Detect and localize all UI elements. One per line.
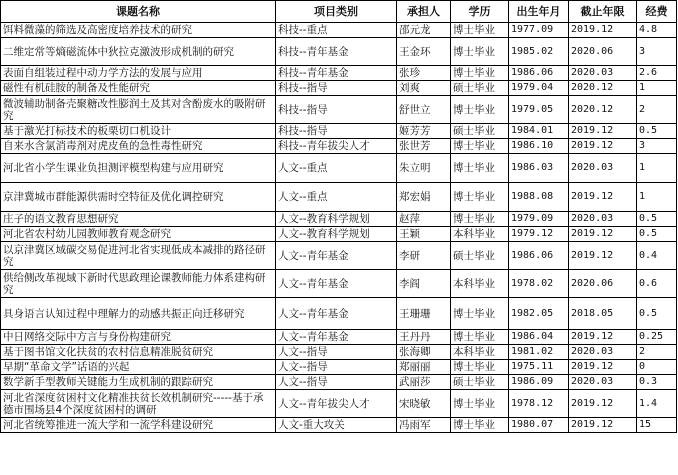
- cell-birth: 1986.03: [509, 154, 569, 183]
- header-degree: 学历: [451, 1, 509, 23]
- cell-birth: 1986.09: [509, 375, 569, 390]
- cell-category: 人文--教育科学规划: [276, 212, 397, 227]
- cell-topic: 自来水含氯消毒剂对虎皮鱼的急性毒性研究: [1, 139, 276, 154]
- cell-birth: 1986.04: [509, 330, 569, 345]
- cell-birth: 1978.02: [509, 270, 569, 298]
- cell-person: 朱立明: [397, 154, 451, 183]
- cell-degree: 博士毕业: [451, 390, 509, 418]
- cell-funding: 0.6: [637, 270, 677, 298]
- table-row: [1, 360, 677, 375]
- table-row: [1, 139, 677, 154]
- cell-degree: 博士毕业: [451, 298, 509, 330]
- table-row: [1, 212, 677, 227]
- cell-funding: 2: [637, 345, 677, 360]
- cell-person: 邵元龙: [397, 23, 451, 38]
- cell-topic: 基于图书馆文化扶贫的农村信息精准脱贫研究: [1, 345, 276, 360]
- cell-person: 李研: [397, 242, 451, 270]
- cell-funding: 0.5: [637, 298, 677, 330]
- cell-category: 科技--青年基金: [276, 38, 397, 66]
- cell-deadline: 2019.12: [569, 330, 637, 345]
- cell-person: 王珊珊: [397, 298, 451, 330]
- cell-birth: 1979.12: [509, 227, 569, 242]
- table-row: [1, 183, 677, 212]
- cell-person: 王金环: [397, 38, 451, 66]
- cell-degree: 硕士毕业: [451, 124, 509, 139]
- header-person: 承担人: [397, 1, 451, 23]
- table-row: [1, 96, 677, 124]
- header-birth: 出生年月: [509, 1, 569, 23]
- cell-topic: 河北省农村幼儿园教师教育观念研究: [1, 227, 276, 242]
- cell-category: 科技--指导: [276, 124, 397, 139]
- cell-person: 郑丽丽: [397, 360, 451, 375]
- cell-category: 人文--青年基金: [276, 298, 397, 330]
- table-row: [1, 345, 677, 360]
- table-row: [1, 227, 677, 242]
- cell-funding: 4.8: [637, 23, 677, 38]
- cell-topic: 具身语言认知过程中理解力的动感共振正向迁移研究: [1, 298, 276, 330]
- cell-deadline: 2020.03: [569, 66, 637, 81]
- cell-topic: 数学新手型教师关键能力生成机制的跟踪研究: [1, 375, 276, 390]
- cell-funding: 1: [637, 183, 677, 212]
- cell-topic: 庄子的语文教育思想研究: [1, 212, 276, 227]
- cell-person: 武丽莎: [397, 375, 451, 390]
- cell-degree: 博士毕业: [451, 183, 509, 212]
- cell-category: 科技--指导: [276, 96, 397, 124]
- cell-topic: 微波辅助制备壳聚糖改性膨润土及其对含酚废水的吸附研究: [1, 96, 276, 124]
- cell-person: 冯雨军: [397, 418, 451, 433]
- cell-category: 人文--教育科学规划: [276, 227, 397, 242]
- table-row: [1, 298, 677, 330]
- cell-birth: 1986.06: [509, 66, 569, 81]
- cell-person: 刘爽: [397, 81, 451, 96]
- table-row: [1, 270, 677, 298]
- cell-degree: 博士毕业: [451, 418, 509, 433]
- cell-deadline: 2019.12: [569, 390, 637, 418]
- cell-category: 科技--指导: [276, 81, 397, 96]
- cell-degree: 博士毕业: [451, 154, 509, 183]
- table-row: [1, 38, 677, 66]
- cell-topic: 磁性有机硅胺的制备及性能研究: [1, 81, 276, 96]
- cell-birth: 1988.08: [509, 183, 569, 212]
- cell-funding: 0.5: [637, 212, 677, 227]
- cell-category: 科技--青年基金: [276, 66, 397, 81]
- cell-topic: 供给侧改革视域下新时代思政理论课教师能力体系建构研究: [1, 270, 276, 298]
- header-category: 项目类别: [276, 1, 397, 23]
- cell-funding: 0.5: [637, 227, 677, 242]
- cell-birth: 1975.11: [509, 360, 569, 375]
- cell-category: 人文--青年基金: [276, 242, 397, 270]
- cell-birth: 1985.02: [509, 38, 569, 66]
- cell-person: 李阎: [397, 270, 451, 298]
- cell-deadline: 2018.05: [569, 298, 637, 330]
- cell-category: 人文--指导: [276, 360, 397, 375]
- cell-degree: 本科毕业: [451, 270, 509, 298]
- cell-person: 赵萍: [397, 212, 451, 227]
- cell-deadline: 2019.12: [569, 227, 637, 242]
- cell-funding: 2.6: [637, 66, 677, 81]
- cell-funding: 1: [637, 154, 677, 183]
- header-funding: 经费: [637, 1, 677, 23]
- cell-birth: 1984.01: [509, 124, 569, 139]
- cell-degree: 硕士毕业: [451, 375, 509, 390]
- table-body: [1, 23, 677, 433]
- cell-person: 王丹丹: [397, 330, 451, 345]
- cell-funding: 15: [637, 418, 677, 433]
- cell-degree: 博士毕业: [451, 139, 509, 154]
- cell-birth: 1982.05: [509, 298, 569, 330]
- cell-topic: 饵料微藻的筛选及高密度培养技术的研究: [1, 23, 276, 38]
- cell-category: 人文--指导: [276, 345, 397, 360]
- cell-person: 舒世立: [397, 96, 451, 124]
- cell-deadline: 2019.12: [569, 183, 637, 212]
- cell-deadline: 2020.12: [569, 81, 637, 96]
- table-row: [1, 81, 677, 96]
- cell-category: 人文--青年拔尖人才: [276, 390, 397, 418]
- cell-deadline: 2020.03: [569, 375, 637, 390]
- cell-funding: 2: [637, 96, 677, 124]
- cell-birth: 1981.02: [509, 345, 569, 360]
- cell-degree: 本科毕业: [451, 227, 509, 242]
- cell-category: 科技--重点: [276, 23, 397, 38]
- cell-deadline: 2020.06: [569, 38, 637, 66]
- cell-topic: 河北省小学生课业负担测评模型构建与应用研究: [1, 154, 276, 183]
- cell-category: 人文--指导: [276, 375, 397, 390]
- cell-birth: 1979.05: [509, 96, 569, 124]
- cell-category: 人文--重点: [276, 154, 397, 183]
- cell-category: 人文--青年基金: [276, 270, 397, 298]
- cell-topic: 以京津冀区域碳交易促进河北省实现低成本减排的路径研究: [1, 242, 276, 270]
- cell-topic: 京津冀城市群能源供需时空特征及优化调控研究: [1, 183, 276, 212]
- header-row: [1, 1, 677, 23]
- cell-topic: 基于激光打标技术的板栗切口机设计: [1, 124, 276, 139]
- cell-degree: 博士毕业: [451, 66, 509, 81]
- cell-topic: 表面自组装过程中动力学方法的发展与应用: [1, 66, 276, 81]
- cell-birth: 1978.12: [509, 390, 569, 418]
- cell-deadline: 2019.12: [569, 360, 637, 375]
- cell-funding: 0.5: [637, 124, 677, 139]
- table-row: [1, 390, 677, 418]
- cell-birth: 1980.07: [509, 418, 569, 433]
- header-topic: 课题名称: [1, 1, 276, 23]
- cell-degree: 本科毕业: [451, 345, 509, 360]
- cell-birth: 1977.09: [509, 23, 569, 38]
- cell-topic: 中日网络交际中方言与身份构建研究: [1, 330, 276, 345]
- cell-birth: 1986.10: [509, 139, 569, 154]
- cell-deadline: 2019.12: [569, 242, 637, 270]
- cell-deadline: 2019.12: [569, 124, 637, 139]
- cell-category: 人文--青年基金: [276, 330, 397, 345]
- cell-person: 张世芳: [397, 139, 451, 154]
- cell-funding: 0.25: [637, 330, 677, 345]
- table-row: [1, 66, 677, 81]
- cell-deadline: 2020.03: [569, 345, 637, 360]
- cell-birth: 1979.09: [509, 212, 569, 227]
- table-row: [1, 330, 677, 345]
- cell-person: 张海卿: [397, 345, 451, 360]
- table-row: [1, 23, 677, 38]
- cell-deadline: 2020.03: [569, 212, 637, 227]
- cell-birth: 1979.04: [509, 81, 569, 96]
- cell-degree: 博士毕业: [451, 212, 509, 227]
- cell-funding: 0: [637, 360, 677, 375]
- cell-funding: 1.4: [637, 390, 677, 418]
- cell-deadline: 2020.03: [569, 154, 637, 183]
- cell-category: 人文--重点: [276, 183, 397, 212]
- cell-category: 人文-重大攻关: [276, 418, 397, 433]
- cell-person: 姬芳芳: [397, 124, 451, 139]
- header-deadline: 截止年限: [569, 1, 637, 23]
- cell-birth: 1986.06: [509, 242, 569, 270]
- table-row: [1, 124, 677, 139]
- cell-funding: 0.3: [637, 375, 677, 390]
- cell-topic: 早期“革命文学”话语的兴起: [1, 360, 276, 375]
- table-row: [1, 418, 677, 433]
- cell-category: 科技--青年拔尖人才: [276, 139, 397, 154]
- cell-degree: 博士毕业: [451, 23, 509, 38]
- cell-deadline: 2019.12: [569, 23, 637, 38]
- cell-degree: 博士毕业: [451, 330, 509, 345]
- cell-person: 宋晓敏: [397, 390, 451, 418]
- cell-degree: 博士毕业: [451, 38, 509, 66]
- cell-funding: 3: [637, 139, 677, 154]
- cell-topic: 二维定常等熵磁流体中狄拉克激波形成机制的研究: [1, 38, 276, 66]
- cell-funding: 1: [637, 81, 677, 96]
- cell-degree: 硕士毕业: [451, 81, 509, 96]
- cell-degree: 硕士毕业: [451, 242, 509, 270]
- table-row: [1, 154, 677, 183]
- table-row: [1, 242, 677, 270]
- cell-topic: 河北省深度贫困村文化精准扶贫长效机制研究-----基于承德市围场县4个深度贫困村的调研: [1, 390, 276, 418]
- cell-person: 郑宏娟: [397, 183, 451, 212]
- cell-topic: 河北省统筹推进一流大学和一流学科建设研究: [1, 418, 276, 433]
- cell-deadline: 2020.06: [569, 270, 637, 298]
- cell-deadline: 2019.12: [569, 139, 637, 154]
- cell-degree: 博士毕业: [451, 96, 509, 124]
- table-row: [1, 375, 677, 390]
- cell-funding: 3: [637, 38, 677, 66]
- cell-degree: 博士毕业: [451, 360, 509, 375]
- cell-person: 张珍: [397, 66, 451, 81]
- cell-person: 王颖: [397, 227, 451, 242]
- cell-deadline: 2020.12: [569, 96, 637, 124]
- cell-deadline: 2019.12: [569, 418, 637, 433]
- cell-funding: 0.4: [637, 242, 677, 270]
